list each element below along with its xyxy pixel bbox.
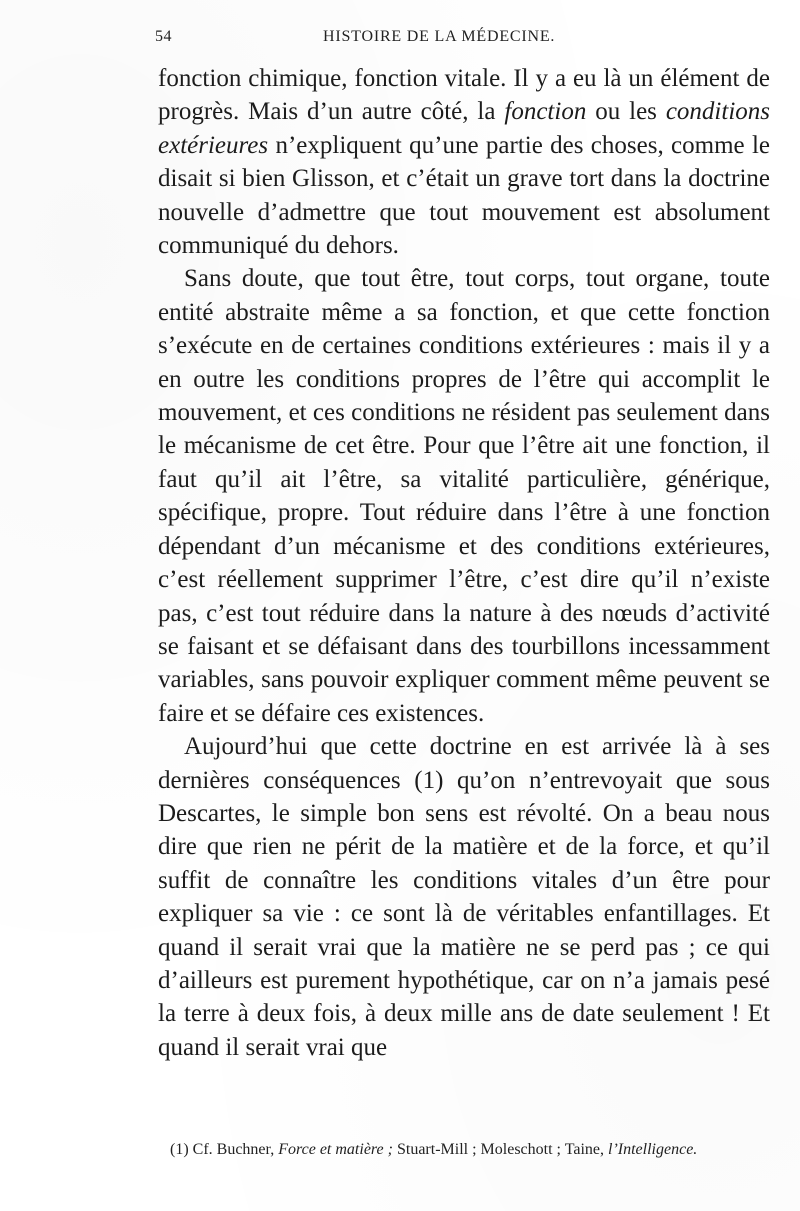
paragraph-3: Aujourd’hui que cette doctrine en est arrivée là à ses dernières conséquences (1) qu’on n’entrevoyait que sous Descartes, le simple bon sens est révolté. On a beau nous dire que rien ne périt de la matière et de la force, et qu’il suffit de connaître les conditions vitales d’un être pour expliquer sa vie : ce sont là de véritables enfantillages. Et quand il serait vrai que la matière ne se perd pas ; ce qui d’ailleurs est purement hypothétique, car on n’a jamais pesé la terre à deux fois, à deux mille ans de date seulement ! Et quand il serait vrai que [158,733,770,1061]
running-head [155,28,775,54]
footnote-text-mid: Stuart-Mill ; Moleschott ; Taine, [392,1141,608,1158]
footnote-italic-intelligence: l’Intelligence. [608,1141,698,1158]
page-number: 54 [155,28,172,45]
paragraph-1-text-b: ou les [586,98,666,126]
paragraph-1-text-a: fonction chimique, fonction vitale. Il y a eu là un élément de progrès. Mais d’un autre côté, la [158,65,770,126]
footnote [160,1138,780,1162]
footnote-italic-force-et-matiere: Force et matière ; [278,1141,393,1158]
paragraph-1 [158,62,770,262]
paragraph-1-italic-conditions: conditions extérieures [158,98,770,159]
body-text [158,62,770,1064]
running-title: HISTOIRE DE LA MÉDECINE. [323,28,556,45]
footnote-marker: (1) Cf. Buchner, [170,1141,279,1158]
paragraph-1-italic-fonction: fonction [504,98,587,126]
paragraph-2: Sans doute, que tout être, tout corps, tout organe, toute entité abstraite même a sa fonction, et que cette fonction s’exécute en de certaines conditions extérieures : mais il y a en outre les conditions propres de l’être qui accomplit le mouvement, et ces conditions ne résident pas seulement dans le mécanisme de cet être. Pour que l’être ait une fonction, il faut qu’il ait l’être, sa vitalité particulière, générique, spécifique, propre. Tout réduire dans l’être à une fonction dépendant d’un mécanisme et des conditions extérieures, c’est réellement supprimer l’être, c’est dire qu’il n’existe pas, c’est tout réduire dans la nature à des nœuds d’activité se faisant et se défaisant dans des tourbillons incessamment variables, sans pouvoir expliquer comment même peuvent se faire et se défaire ces existences. [158,265,770,727]
paragraph-1-text-c: n’expliquent qu’une partie des choses, comme le disait si bien Glisson, et c’était un grave tort dans la doctrine nouvelle d’admettre que tout mouvement est absolument communiqué du dehors. [158,131,770,260]
